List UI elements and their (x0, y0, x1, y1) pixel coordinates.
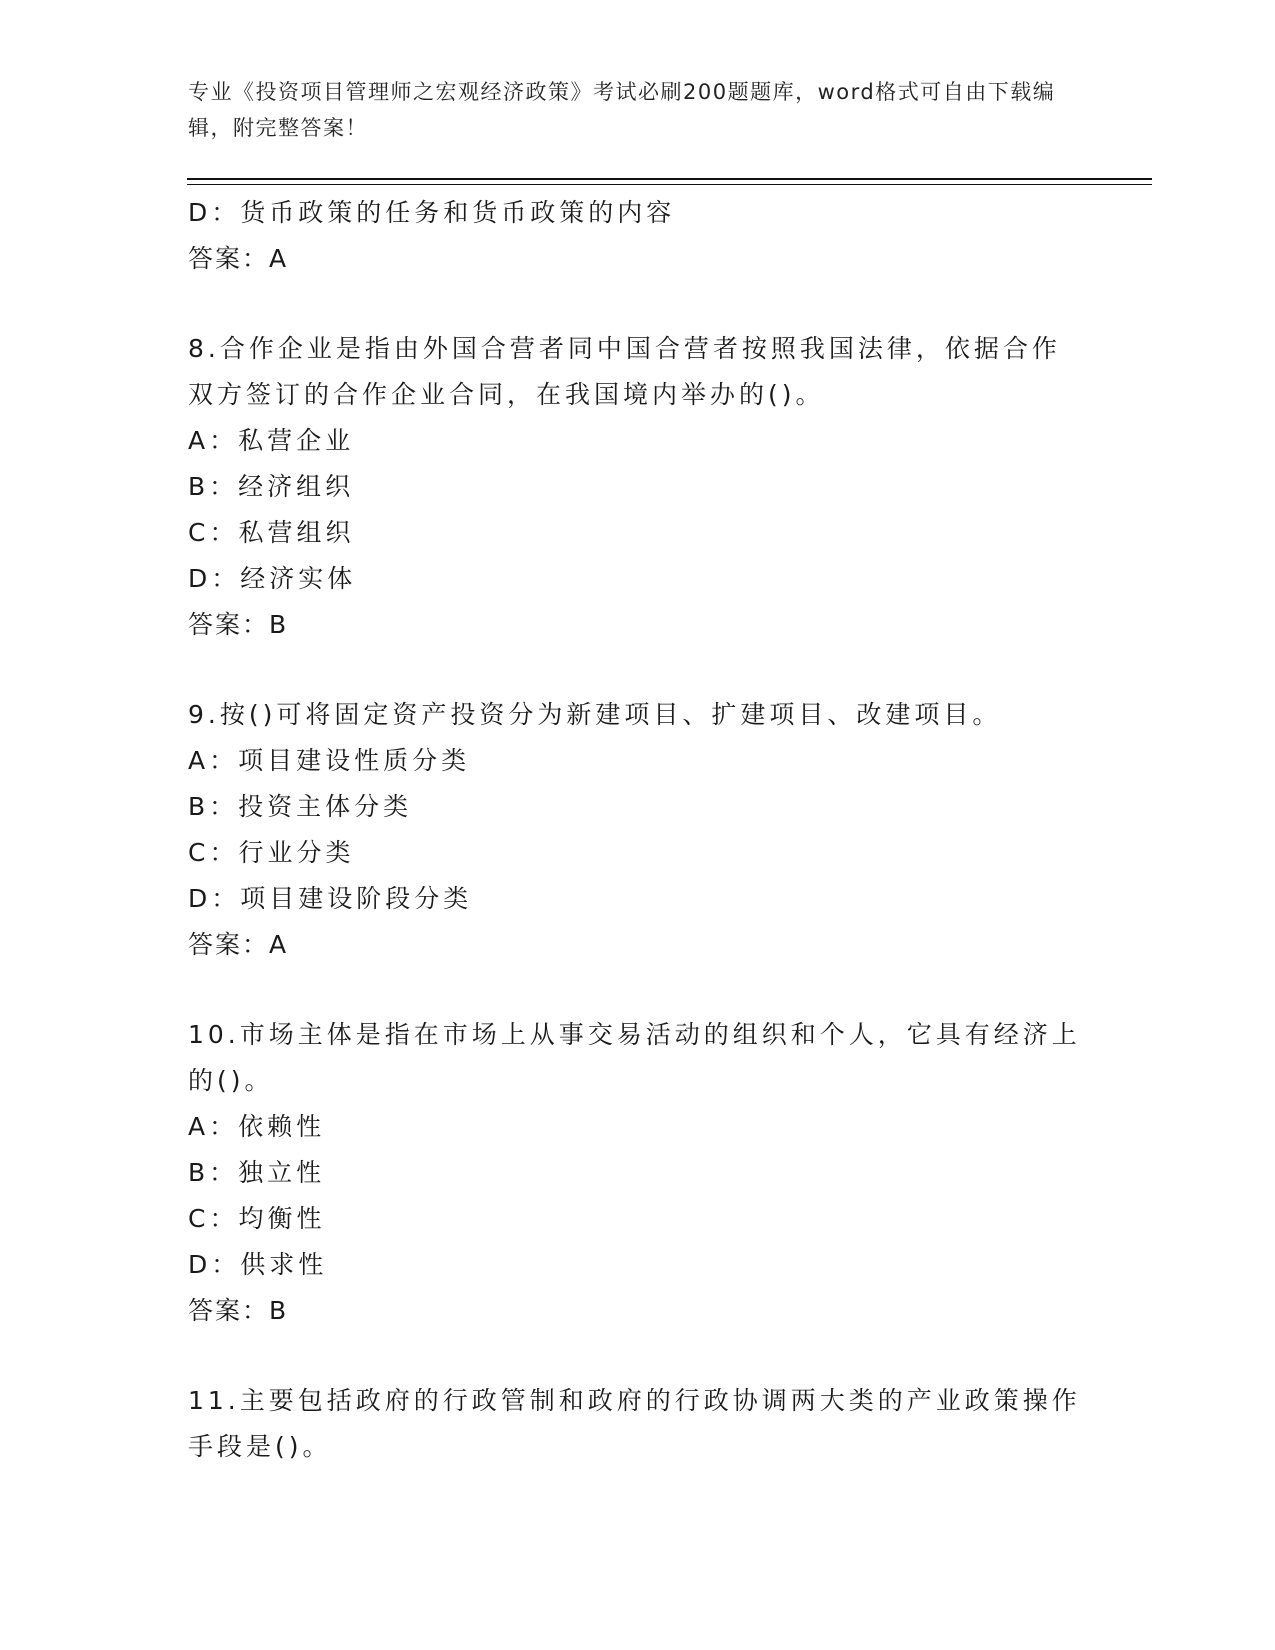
question-stem: 9.按()可将固定资产投资分为新建项目、扩建项目、改建项目。 (188, 700, 1002, 729)
question-9 (188, 692, 1088, 968)
question-stem: 8.合作企业是指由外国合营者同中国合营者按照我国法律，依据合作双方签订的合作企业合同，在我国境内举办的()。 (188, 334, 1061, 409)
answer: 答案：A (188, 930, 289, 959)
prev-option-d: D：货币政策的任务和货币政策的内容 (188, 198, 676, 227)
option-c: C：均衡性 (188, 1204, 326, 1233)
question-stem: 11.主要包括政府的行政管制和政府的行政协调两大类的产业政策操作手段是()。 (188, 1386, 1081, 1461)
page-header: 专业《投资项目管理师之宏观经济政策》考试必刷200题题库，word格式可自由下载编辑，附完整答案！ (188, 80, 1056, 140)
option-c: C：行业分类 (188, 838, 355, 867)
option-d: D：经济实体 (188, 564, 357, 593)
prev-answer: 答案：A (188, 244, 289, 273)
option-a: A：项目建设性质分类 (188, 746, 471, 775)
option-b: B：独立性 (188, 1158, 326, 1187)
question-11 (188, 1378, 1088, 1470)
option-a: A：依赖性 (188, 1112, 326, 1141)
option-c: C：私营组织 (188, 518, 355, 547)
question-8 (188, 326, 1088, 648)
header-rule-thin (187, 184, 1152, 185)
question-10 (188, 1012, 1088, 1334)
question-stem: 10.市场主体是指在市场上从事交易活动的组织和个人，它具有经济上的()。 (188, 1020, 1081, 1095)
answer: 答案：B (188, 1296, 289, 1325)
option-d: D：项目建设阶段分类 (188, 884, 473, 913)
answer: 答案：B (188, 610, 289, 639)
header-rule-thick (187, 178, 1152, 180)
option-a: A：私营企业 (188, 426, 355, 455)
option-b: B：投资主体分类 (188, 792, 413, 821)
option-d: D：供求性 (188, 1250, 328, 1279)
document-body (188, 190, 1088, 1470)
option-b: B：经济组织 (188, 472, 355, 501)
